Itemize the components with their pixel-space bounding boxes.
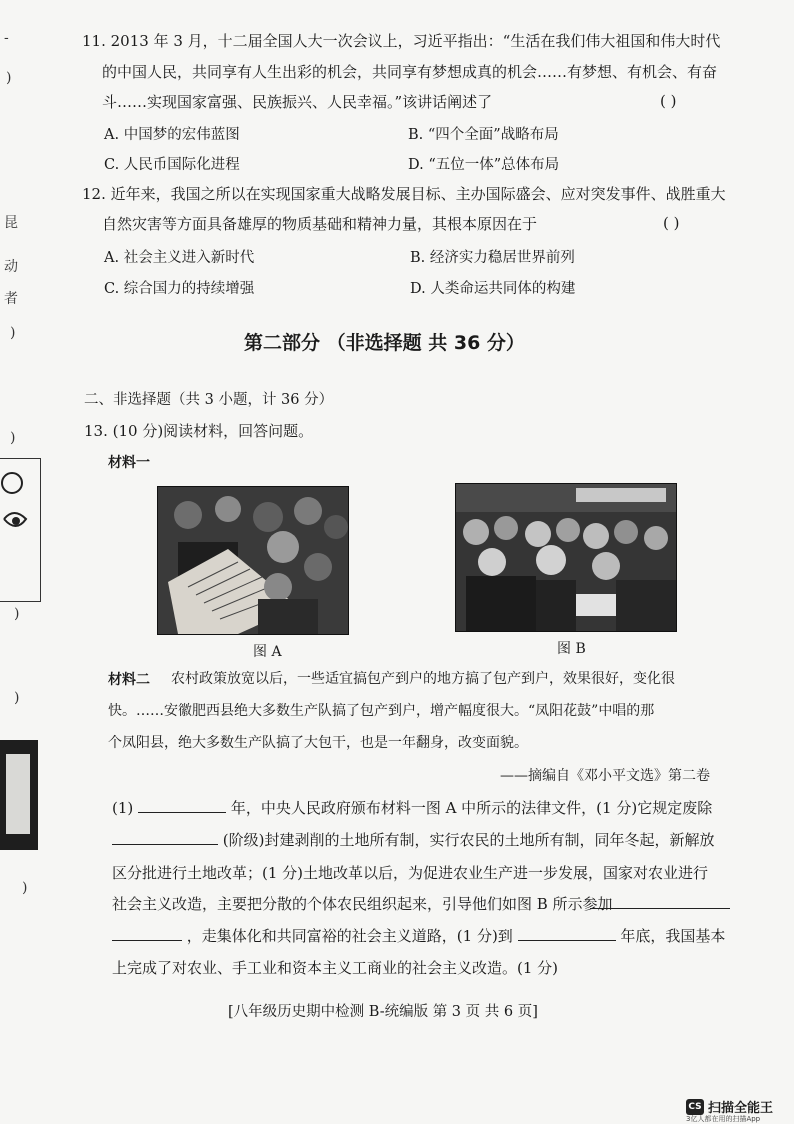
q11-line3: 斗……实现国家富强、民族振兴、人民幸福。”该讲话阐述了 xyxy=(102,93,493,111)
q13-1-line5 xyxy=(112,926,725,946)
figure-b-caption: 图 B xyxy=(557,641,586,657)
q13-1-text-c: ，走集体化和共同富裕的社会主义道路，(1 分)到 xyxy=(186,927,513,945)
margin-mark: 者 xyxy=(4,291,18,307)
q12-option-c[interactable]: C. 综合国力的持续增强 xyxy=(104,281,255,297)
page-footer: [八年级历史期中检测 B-统编版 第 3 页 共 6 页] xyxy=(228,1004,538,1020)
q13-1-text-a: 年，中央人民政府颁布材料一图 A 中所示的法律文件，(1 分)它规定废除 xyxy=(230,799,713,817)
q13-1-text-d: 年底，我国基本 xyxy=(620,927,726,945)
watermark-name: 扫描全能王 xyxy=(708,1101,774,1116)
q11-answer-paren[interactable]: ( ) xyxy=(660,92,677,110)
q11-option-a[interactable]: A. 中国梦的宏伟蓝图 xyxy=(104,127,240,143)
q13-intro: 13. (10 分)阅读材料，回答问题。 xyxy=(84,422,314,440)
margin-mark: ) xyxy=(10,430,16,446)
q12-option-d[interactable]: D. 人类命运共同体的构建 xyxy=(410,281,576,297)
q12-option-a[interactable]: A. 社会主义进入新时代 xyxy=(104,250,255,266)
q13-1-blank-org-cont[interactable] xyxy=(112,926,182,941)
material2-line1: 农村政策放宽以后，一些适宜搞包产到户的地方搞了包产到户，效果很好，变化很 xyxy=(171,671,675,687)
q11-option-c[interactable]: C. 人民币国际化进程 xyxy=(104,157,240,173)
margin-mark: ) xyxy=(10,325,16,341)
q13-1-number: (1) xyxy=(112,799,134,817)
part-heading: 二、非选择题（共 3 小题，计 36 分） xyxy=(84,392,334,408)
scanner-logo-icon: CS xyxy=(686,1099,704,1115)
q12-line1: 12. 近年来，我国之所以在实现国家重大战略发展目标、主办国际盛会、应对突发事件、战胜重大 xyxy=(82,185,726,203)
margin-dark-block xyxy=(0,740,38,850)
watermark-tagline: 3亿人都在用的扫描App xyxy=(686,1115,761,1123)
q13-1-blank-year[interactable] xyxy=(138,798,226,813)
section-title: 第二部分 （非选择题 共 36 分） xyxy=(244,332,525,354)
material2-line2: 快。……安徽肥西县绝大多数生产队搞了包产到户，增产幅度很大。“凤阳花鼓”中唱的那 xyxy=(108,703,655,719)
margin-mark: - xyxy=(4,30,9,46)
margin-graphic xyxy=(0,458,41,602)
material2-label: 材料二 xyxy=(108,672,150,688)
q13-1-line2 xyxy=(112,830,715,850)
q11-option-b[interactable]: B. “四个全面”战略布局 xyxy=(408,127,559,143)
margin-mark: ) xyxy=(14,606,20,622)
figure-b-photo xyxy=(455,483,677,632)
figure-a-photo xyxy=(157,486,349,635)
q11-line1: 11. 2013 年 3 月，十二届全国人大一次会议上，习近平指出：“生活在我们伟大祖国和伟大时代 xyxy=(82,32,721,50)
q13-1-line4: 社会主义改造，主要把分散的个体农民组织起来，引导他们如图 B 所示参加 xyxy=(112,895,613,913)
margin-mark: ) xyxy=(22,880,28,896)
margin-mark: ) xyxy=(6,70,12,86)
figure-a-caption: 图 A xyxy=(253,644,282,660)
q13-1-blank-year2[interactable] xyxy=(518,926,616,941)
material2-source: ——摘编自《邓小平文选》第二卷 xyxy=(500,768,710,784)
q12-answer-paren[interactable]: ( ) xyxy=(663,214,680,232)
material2-line3: 个凤阳县，绝大多数生产队搞了大包干，也是一年翻身，改变面貌。 xyxy=(108,735,528,751)
margin-mark: ) xyxy=(14,690,20,706)
q13-1-blank-class[interactable] xyxy=(112,830,218,845)
q11-line2: 的中国人民，共同享有人生出彩的机会，共同享有梦想成真的机会……有梦想、有机会、有奋 xyxy=(102,63,718,81)
q13-1-line1 xyxy=(112,798,712,818)
margin-mark: 动 xyxy=(4,259,18,275)
q12-line2: 自然灾害等方面具备雄厚的物质基础和精神力量，其根本原因在于 xyxy=(102,215,538,233)
margin-mark: 昆 xyxy=(4,215,18,231)
q11-option-d[interactable]: D. “五位一体”总体布局 xyxy=(408,157,560,173)
q13-1-line3: 区分批进行土地改革；(1 分)土地改革以后，为促进农业生产进一步发展，国家对农业进行 xyxy=(112,864,709,882)
q12-option-b[interactable]: B. 经济实力稳居世界前列 xyxy=(410,250,575,266)
q13-1-text-b: (阶级)封建剥削的土地所有制，实行农民的土地所有制，同年冬起，新解放 xyxy=(222,831,715,849)
q13-1-line6: 上完成了对农业、手工业和资本主义工商业的社会主义改造。(1 分) xyxy=(112,959,559,977)
q13-1-blank-org[interactable] xyxy=(590,908,730,909)
material1-label: 材料一 xyxy=(108,455,150,471)
